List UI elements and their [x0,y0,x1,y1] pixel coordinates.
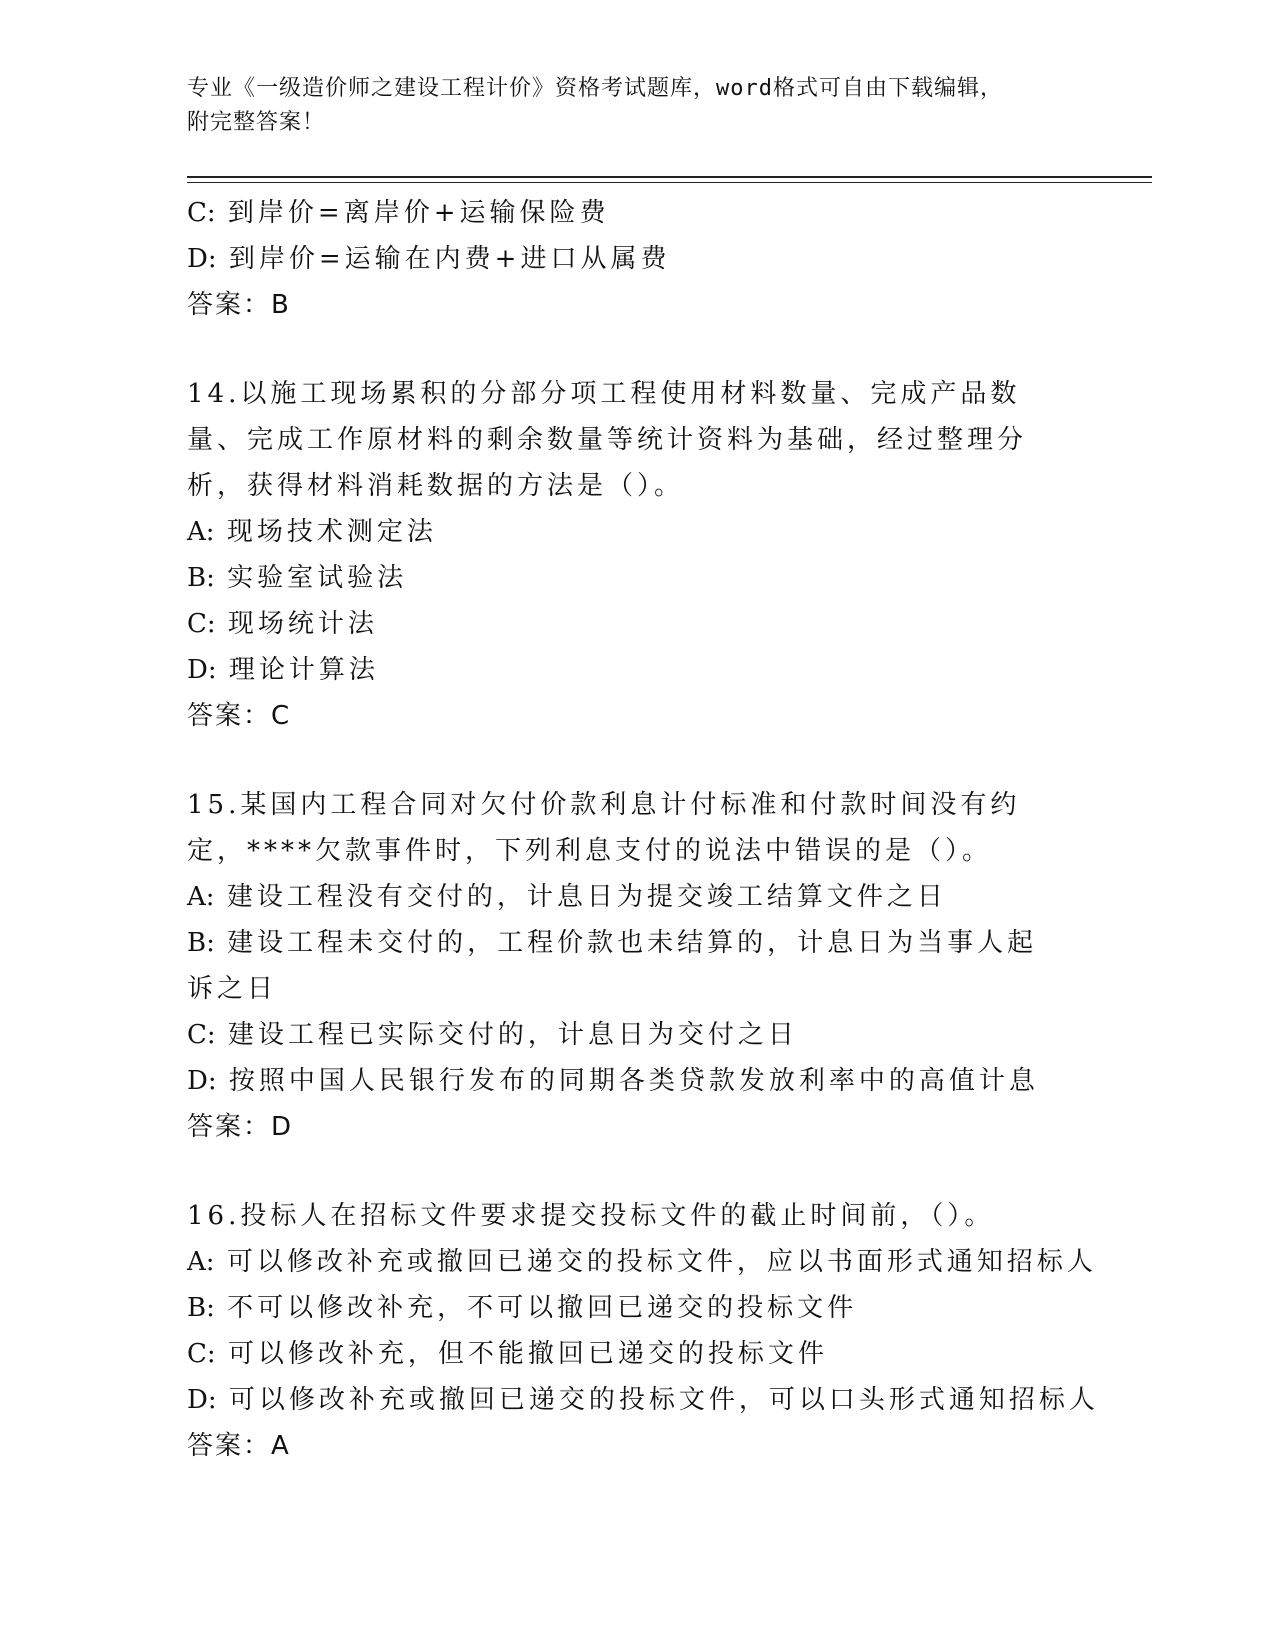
option-a [187,874,1087,920]
option-text: 按照中国人民银行发布的同期各类贷款发放利率中的高值计息 [228,1066,1039,1096]
question-stem: 15.某国内工程合同对欠付价款利息计付标准和付款时间没有约定，****欠款事件时，下列利息支付的说法中错误的是（）。 [187,790,1021,866]
option-label: D: [187,244,217,274]
answer-line: 答案：C [187,701,292,731]
header-divider-thick [187,176,1152,178]
spacer [187,328,1087,371]
option-text: 现场技术测定法 [226,517,437,547]
header-line-2: 附完整答案！ [187,110,326,135]
option-d [187,1058,1087,1104]
option-b [187,555,1087,601]
option-text: 可以修改补充，但不能撤回已递交的投标文件 [227,1339,828,1369]
option-label: C: [187,609,216,639]
answer-line: 答案：A [187,1431,291,1461]
prev-question-block [187,190,1087,328]
option-text: 不可以修改补充，不可以撤回已递交的投标文件 [227,1293,858,1323]
question-content [187,190,1099,1469]
spacer [187,1150,1087,1193]
option-b [187,920,1067,1012]
option-text: 建设工程未交付的，工程价款也未结算的，计息日为当事人起诉之日 [187,928,1038,1004]
option-label: B: [187,928,215,958]
option-d [187,236,1087,282]
option-text: 到岸价=运输在内费+进口从属费 [228,244,671,274]
question-16 [187,1193,1099,1469]
answer-line: 答案：B [187,290,291,320]
option-text: 建设工程没有交付的，计息日为提交竣工结算文件之日 [226,882,947,912]
option-text: 到岸价=离岸价+运输保险费 [227,198,610,228]
option-a [187,1239,1097,1285]
spacer [187,739,1087,782]
question-14 [187,371,1087,739]
option-label: A: [187,882,215,912]
option-label: B: [187,1293,215,1323]
option-text: 实验室试验法 [227,563,408,593]
option-d [187,647,1087,693]
option-label: D: [187,1066,217,1096]
question-15 [187,782,1087,1150]
option-a [187,509,1087,555]
option-c [187,601,1087,647]
option-c [187,1012,1087,1058]
question-stem: 14.以施工现场累积的分部分项工程使用材料数量、完成产品数量、完成工作原材料的剩余数量等统计资料为基础，经过整理分析，获得材料消耗数据的方法是（）。 [187,379,1028,501]
option-text: 可以修改补充或撤回已递交的投标文件，可以口头形式通知招标人 [228,1385,1099,1415]
answer-line: 答案：D [187,1112,294,1142]
option-label: C: [187,1020,216,1050]
option-text: 理论计算法 [228,655,379,685]
option-d [187,1377,1099,1423]
option-text: 可以修改补充或撤回已递交的投标文件，应以书面形式通知招标人 [226,1247,1097,1277]
option-label: C: [187,198,216,228]
header-divider-thin [187,182,1152,183]
option-label: A: [187,517,215,547]
option-text: 现场统计法 [227,609,378,639]
option-label: B: [187,563,215,593]
question-stem: 16.投标人在招标文件要求提交投标文件的截止时间前，（）。 [187,1201,995,1231]
header-note [187,72,1087,140]
option-label: D: [187,1385,217,1415]
header-line-1: 专业《一级造价师之建设工程计价》资格考试题库，word格式可自由下载编辑， [187,76,1003,101]
option-b [187,1285,1087,1331]
option-c [187,1331,1087,1377]
option-text: 建设工程已实际交付的，计息日为交付之日 [227,1020,798,1050]
option-label: C: [187,1339,216,1369]
option-label: A: [187,1247,215,1277]
option-label: D: [187,655,217,685]
option-c [187,190,1087,236]
